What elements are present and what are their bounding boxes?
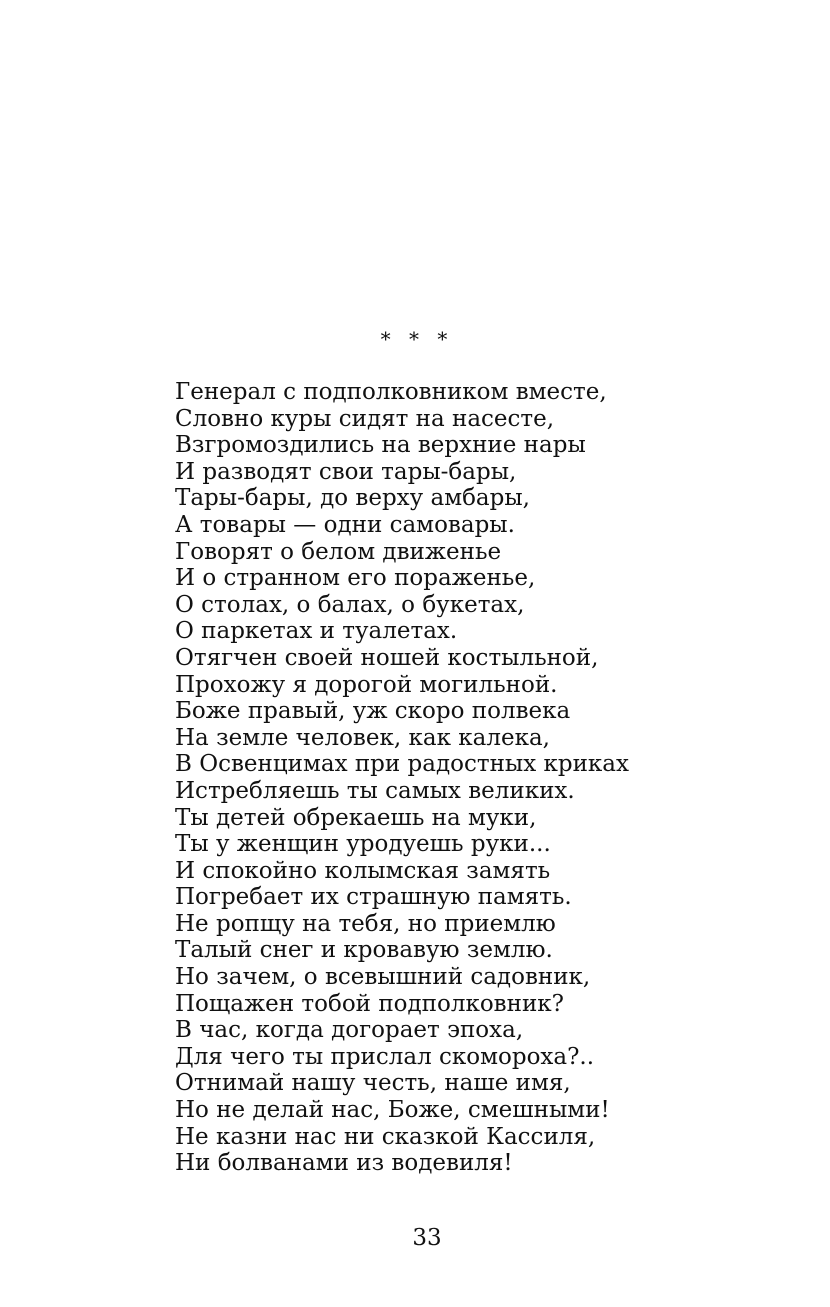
poem-line: Но зачем, о всевышний садовник, bbox=[175, 964, 591, 991]
poem-line: И о странном его пораженье, bbox=[175, 565, 536, 592]
poem-line: В Освенцимах при радостных криках bbox=[175, 751, 629, 778]
poem-line: Боже правый, уж скоро полвека bbox=[175, 698, 571, 725]
poem-line: Отягчен своей ношей костыльной, bbox=[175, 644, 599, 671]
poem-line: О столах, о балах, о букетах, bbox=[175, 591, 525, 618]
poem-line: Не казни нас ни сказкой Кассиля, bbox=[175, 1123, 596, 1150]
poem-line: Словно куры сидят на насесте, bbox=[175, 405, 555, 432]
section-ornament: * * * bbox=[380, 327, 454, 351]
poem-line: И спокойно колымская замять bbox=[175, 857, 551, 884]
poem-line: Но не делай нас, Боже, смешными! bbox=[175, 1097, 610, 1124]
poem-line: Не ропщу на тебя, но приемлю bbox=[175, 910, 556, 937]
poem-line: Пощажен тобой подполковник? bbox=[175, 990, 564, 1017]
poem-line: О паркетах и туалетах. bbox=[175, 618, 458, 645]
poem-line: Тары-бары, до верху амбары, bbox=[175, 485, 530, 512]
poem-line: Погребает их страшную память. bbox=[175, 884, 572, 911]
poem-line: В час, когда догорает эпоха, bbox=[175, 1017, 524, 1044]
poem-line: Генерал с подполковником вместе, bbox=[175, 379, 607, 405]
poem-line: Истребляешь ты самых великих. bbox=[175, 777, 575, 804]
poem-line: Прохожу я дорогой могильной. bbox=[175, 671, 558, 698]
poem-line: Отнимай нашу честь, наше имя, bbox=[175, 1070, 571, 1097]
poem-text bbox=[175, 379, 629, 1177]
poem-line: Ни болванами из водевиля! bbox=[175, 1150, 513, 1177]
poem-line: На земле человек, как калека, bbox=[175, 724, 550, 751]
poem-line: Взгромоздились на верхние нары bbox=[175, 432, 586, 459]
poem-line: Для чего ты прислал скомороха?.. bbox=[175, 1043, 595, 1070]
poem-line: А товары — одни самовары. bbox=[175, 511, 515, 538]
poem-line: Говорят о белом движенье bbox=[175, 538, 502, 565]
poem-line: И разводят свои тары-бары, bbox=[175, 458, 517, 485]
page-number: 33 bbox=[412, 1225, 442, 1251]
poem-line: Ты у женщин уродуешь руки... bbox=[175, 831, 551, 858]
poem-line: Ты детей обрекаешь на муки, bbox=[175, 804, 537, 831]
poem-line: Талый снег и кровавую землю. bbox=[175, 937, 553, 964]
